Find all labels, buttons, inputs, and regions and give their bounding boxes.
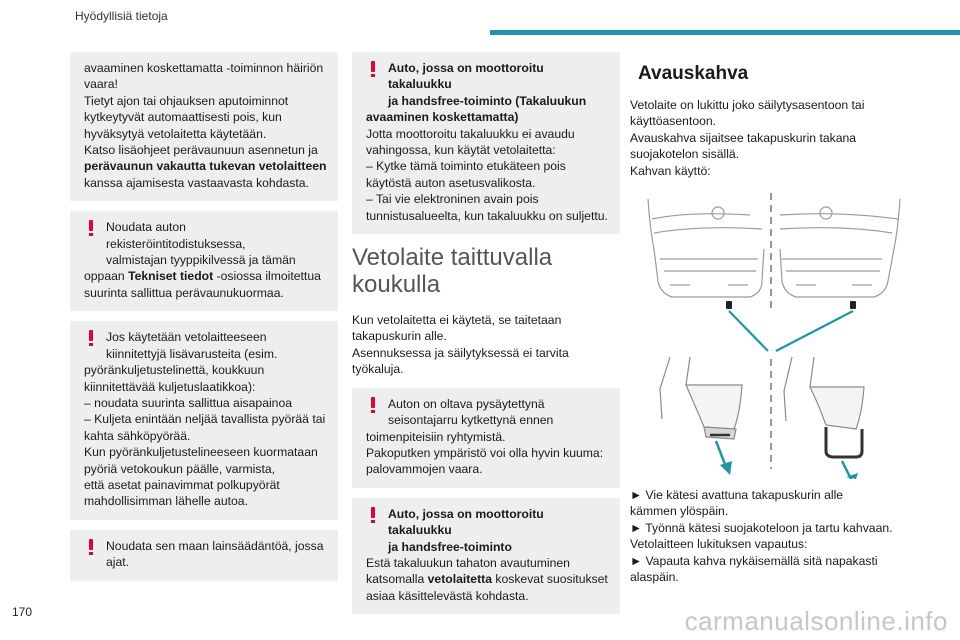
text-line-bold: ja handsfree-toiminto (Takaluukun [388, 93, 587, 108]
step-line: ► Työnnä kätesi suojakoteloon ja tartu kahvaan. [630, 520, 893, 535]
warning-box-continued [70, 52, 338, 201]
section-title-line: koukulla [352, 271, 441, 299]
text-line: kanssa ajamisesta vastaavasta kohdasta. [84, 175, 309, 190]
text-line-bold: ja handsfree-toiminto [388, 539, 512, 554]
car-rear-towbar-drawing [630, 189, 912, 479]
warning-exclamation-icon [369, 397, 377, 413]
text-line: – Kytke tämä toiminto etukäteen pois [366, 159, 566, 174]
text-line: Auton on oltava pysäytettynä [388, 396, 545, 411]
warning-box-tailgate [352, 52, 620, 234]
text-line-bold: Auto, jossa on moottoroitu takaluukku [388, 61, 544, 92]
text-fragment-bold: Tekniset tiedot [128, 269, 214, 284]
step-line: alaspäin. [630, 570, 679, 585]
warning-box-legislation [70, 530, 338, 581]
section-title-release-handle: Avauskahva [638, 63, 749, 84]
text-line: – noudata suurinta sallittua aisapainoa [84, 395, 293, 410]
text-line: tunnistusalueelta, kun takaluukku on suljettu. [366, 208, 608, 223]
text-line: kytkeytyvät automaattisesti pois, kun [84, 110, 282, 125]
text-line: käytöstä auton asetusvalikosta. [366, 175, 536, 190]
header-title: Hyödyllisiä tietoja [75, 9, 168, 23]
warning-exclamation-icon [87, 330, 95, 346]
text-line: – Tai vie elektroninen avain pois [366, 192, 539, 207]
warning-box-trailer-load [70, 211, 338, 311]
text-line: hyväksytyä vetolaitetta käytetään. [84, 126, 267, 141]
step-line: kämmen ylöspäin. [630, 504, 729, 519]
text-line: Estä takaluukun tahaton avautuminen [366, 555, 570, 570]
text-line: ajat. [106, 555, 130, 570]
text-line: pyöränkuljetustelinettä, koukkuun [84, 363, 265, 378]
text-fragment: katsomalla [366, 572, 428, 587]
text-line: kiinnitettyjä lisävarusteita (esim. [106, 346, 278, 361]
text-line: että asetat painavimmat polkupyörät [84, 477, 280, 492]
text-fragment: -osiossa ilmoitettua [213, 269, 321, 284]
text-line: Jos käytetään vetolaitteeseen [106, 330, 267, 345]
text-line [366, 571, 610, 587]
column-left [70, 52, 338, 591]
step-line: Vetolaitteen lukituksen vapautus: [630, 537, 808, 552]
step-line: ► Vie kätesi avattuna takapuskurin alle [630, 488, 844, 503]
text-line: pyöriä vetokoukun päälle, varmista, [84, 461, 276, 476]
text-line: avaaminen koskettamatta -toiminnon häiriön [84, 61, 324, 75]
text-line: Pakoputken ympäristö voi olla hyvin kuuma: [366, 445, 604, 460]
text-line: käyttöasentoon. [630, 114, 717, 129]
text-line: työkaluja. [352, 362, 404, 377]
warning-exclamation-icon [87, 539, 95, 555]
text-line: suojakotelon sisällä. [630, 147, 740, 162]
paragraph [352, 312, 620, 378]
text-line: Jotta moottoroitu takaluukku ei avaudu [366, 126, 575, 141]
text-line: kahta sähköpyörää. [84, 428, 191, 443]
text-line-bold: perävaunun vakautta tukevan vetolaitteen [84, 159, 327, 174]
header-accent-bar [490, 30, 960, 35]
text-line: Asennuksessa ja säilytyksessä ei tarvita [352, 345, 569, 360]
text-line-bold: avaaminen koskettamatta) [366, 110, 519, 125]
text-line [84, 268, 328, 284]
section-title-line: Vetolaite taittuvalla [352, 244, 553, 272]
watermark: carmanualsonline.info [684, 606, 948, 636]
text-line: mahdollisimman lähelle autoa. [84, 494, 248, 509]
text-line: vahingossa, kun käytät vetolaitetta: [366, 143, 556, 158]
text-line: palovammojen vaara. [366, 462, 483, 477]
text-line: Noudata sen maan lainsäädäntöä, jossa [106, 538, 324, 553]
text-line: asiaa käsittelevästä kohdasta. [366, 588, 529, 603]
text-line-bold: Auto, jossa on moottoroitu takaluukku [388, 506, 544, 538]
column-right [630, 52, 912, 595]
text-line: takapuskurin alle. [352, 329, 447, 344]
section-title [352, 244, 620, 298]
text-line: Tietyt ajon tai ohjauksen aputoiminnot [84, 93, 289, 108]
text-line: Vetolaite on lukittu joko säilytysasentoon tai [630, 98, 865, 112]
warning-exclamation-icon [369, 507, 377, 523]
text-line: Noudata auton rekisteröintitodistuksessa, [106, 220, 246, 251]
text-fragment: koskevat suositukset [491, 572, 608, 587]
text-line: vaara! [84, 77, 118, 92]
warning-exclamation-icon [87, 220, 95, 236]
column-middle [352, 52, 620, 624]
paragraph-steps [630, 487, 912, 585]
text-fragment-bold: vetolaitetta [427, 572, 492, 587]
page-number: 170 [12, 605, 33, 619]
text-line: valmistajan tyyppikilvessä ja tämän [106, 253, 296, 268]
text-line: Katso lisäohjeet perävaunuun asennetun ja [84, 143, 318, 158]
warning-box-tailgate-handsfree [352, 498, 620, 614]
text-line: toimenpiteisiin ryhtymistä. [366, 429, 506, 444]
text-fragment: oppaan [84, 269, 129, 284]
warning-box-accessories [70, 321, 338, 519]
text-line: seisontajarru kytkettynä ennen [388, 413, 554, 428]
text-line: suurinta sallittua perävaunukuormaa. [84, 285, 284, 300]
text-line: Avauskahva sijaitsee takapuskurin takana [630, 130, 857, 145]
step-line: ► Vapauta kahva nykäisemällä sitä napakasti [630, 553, 878, 568]
text-line: kiinnitettävää kuljetuslaatikkoa): [84, 379, 256, 394]
text-line: – Kuljeta enintään neljää tavallista pyörää tai [84, 412, 326, 427]
text-line: Kun pyöränkuljetustelineeseen kuormataan [84, 445, 318, 460]
warning-exclamation-icon [369, 61, 377, 77]
towbar-release-illustration [630, 189, 912, 479]
paragraph-intro [630, 97, 912, 179]
text-line: Kahvan käyttö: [630, 163, 711, 178]
warning-box-parking [352, 388, 620, 488]
text-line: Kun vetolaitetta ei käytetä, se taitetaan [352, 313, 562, 328]
